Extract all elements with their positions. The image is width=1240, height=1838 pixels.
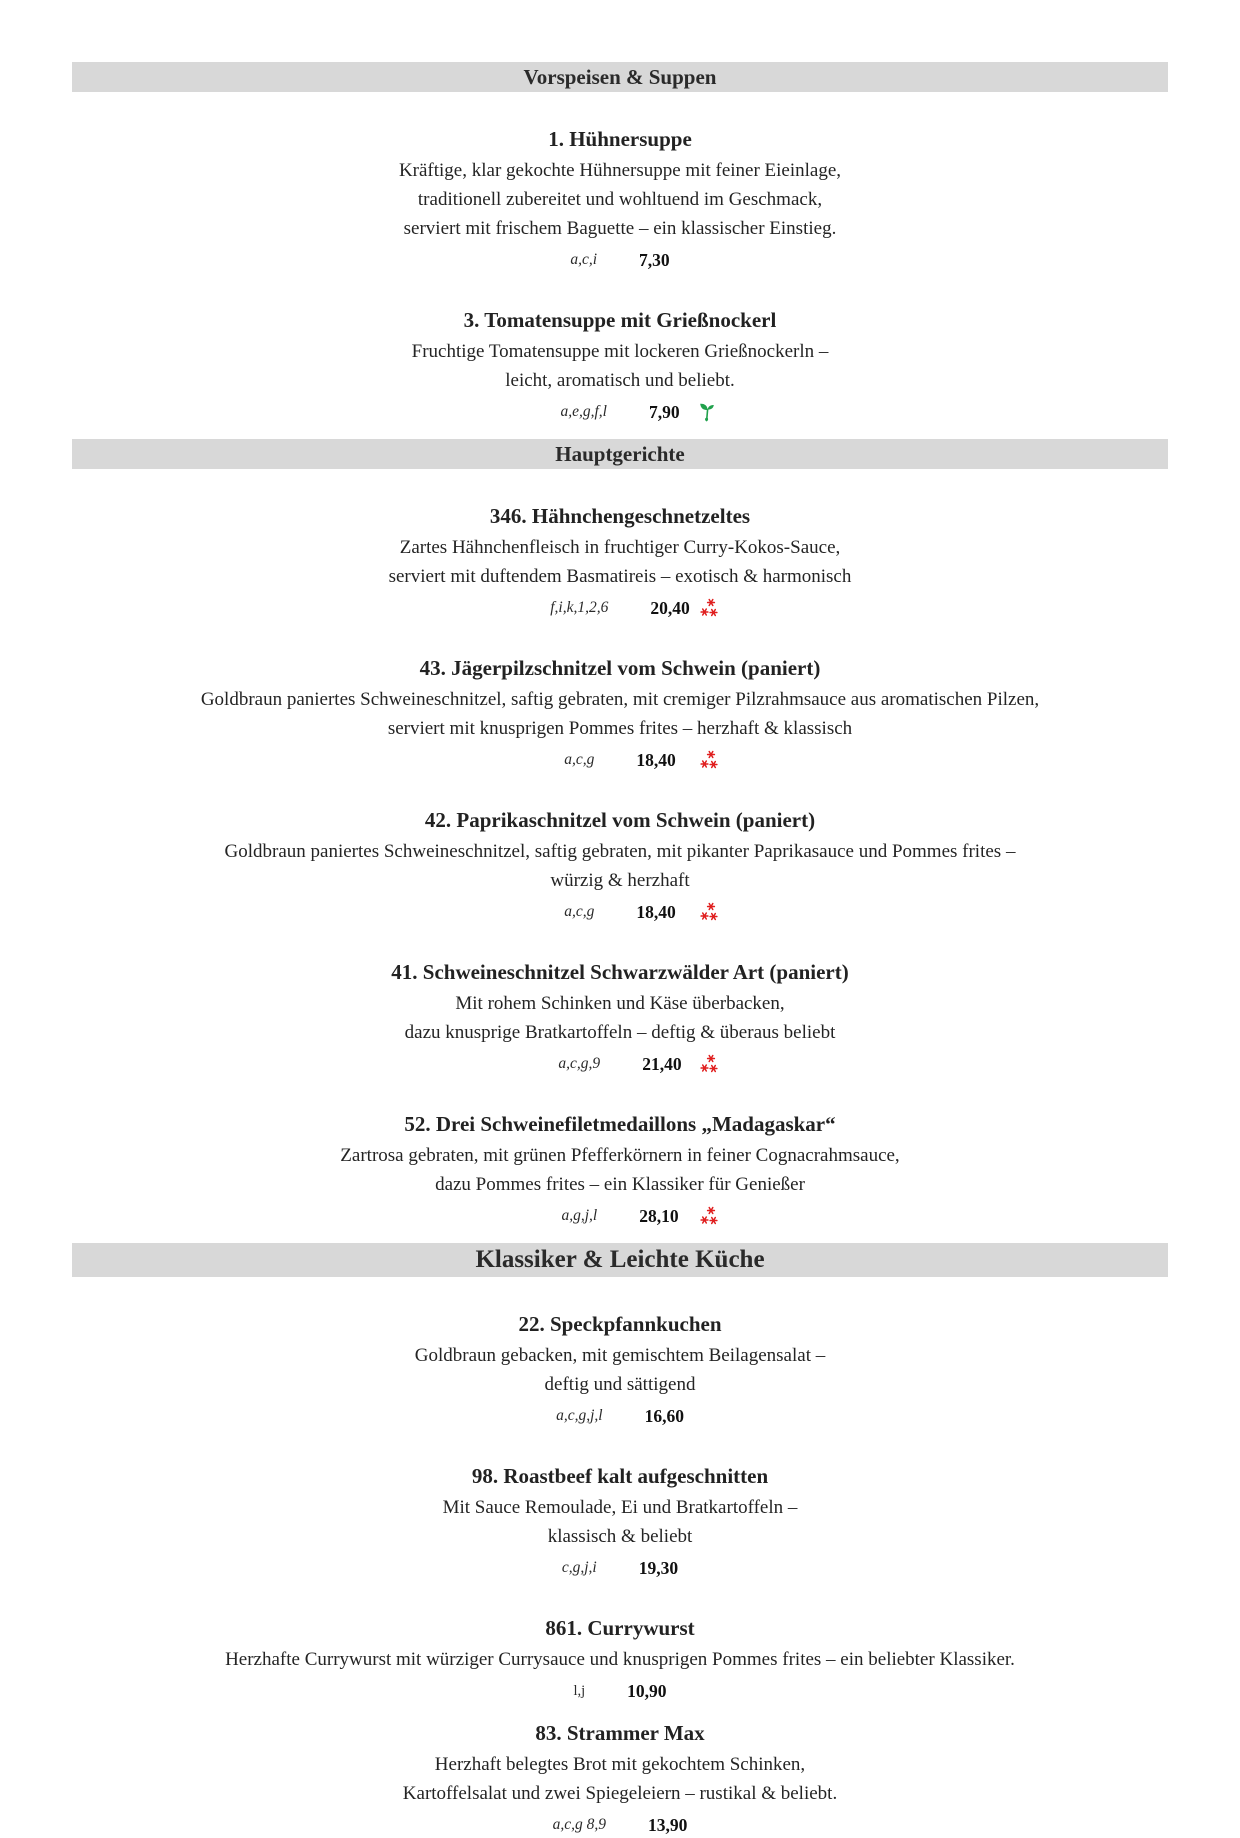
item-meta bbox=[72, 247, 1168, 273]
item-meta bbox=[72, 1203, 1168, 1229]
allergen-codes: c,g,j,i bbox=[561, 1559, 597, 1576]
desc-line: Goldbraun paniertes Schweineschnitzel, saftig gebraten, mit cremiger Pilzrahmsauce aus aromatischen Pilzen, bbox=[200, 689, 1040, 710]
item-title: 43. Jägerpilzschnitzel vom Schwein (paniert) bbox=[419, 656, 821, 680]
desc-line: würzig & herzhaft bbox=[550, 870, 690, 891]
desc-line: deftig und sättigend bbox=[544, 1374, 696, 1395]
desc-line: leicht, aromatisch und beliebt. bbox=[505, 370, 735, 391]
allergen-codes: a,e,g,f,l bbox=[560, 403, 607, 420]
item-meta bbox=[72, 1403, 1168, 1429]
item-description bbox=[72, 1493, 1168, 1551]
item-description bbox=[72, 533, 1168, 591]
allergen-codes: a,g,j,l bbox=[561, 1207, 598, 1224]
menu-item bbox=[72, 1720, 1168, 1838]
item-description bbox=[72, 989, 1168, 1047]
item-title: 52. Drei Schweinefiletmedaillons „Madagaskar“ bbox=[404, 1112, 836, 1136]
section-vorspeisen-suppen bbox=[72, 62, 1168, 425]
item-title: 22. Speckpfannkuchen bbox=[518, 1312, 722, 1336]
price: 16,60 bbox=[644, 1405, 684, 1426]
price: 18,40 bbox=[636, 749, 676, 770]
item-description bbox=[72, 1341, 1168, 1399]
allergen-codes: a,c,i bbox=[570, 251, 598, 268]
allergen-codes: l,j bbox=[573, 1682, 586, 1699]
desc-line: serviert mit frischem Baguette – ein klassischer Einstieg. bbox=[403, 218, 837, 239]
item-meta bbox=[72, 1678, 1168, 1704]
spicy-icon bbox=[698, 597, 720, 619]
menu-item bbox=[72, 1463, 1168, 1581]
allergen-codes: f,i,k,1,2,6 bbox=[550, 599, 609, 616]
desc-line: Zartes Hähnchenfleisch in fruchtiger Curry-Kokos-Sauce, bbox=[399, 537, 841, 558]
allergen-codes: a,c,g bbox=[564, 903, 595, 920]
section-hauptgerichte bbox=[72, 439, 1168, 1229]
allergen-codes: a,c,g 8,9 bbox=[552, 1816, 606, 1833]
allergen-codes: a,c,g,9 bbox=[558, 1055, 601, 1072]
desc-line: Goldbraun paniertes Schweineschnitzel, saftig gebraten, mit pikanter Paprikasauce und Pommes frites – bbox=[224, 841, 1016, 862]
price: 19,30 bbox=[638, 1557, 679, 1578]
spicy-icon bbox=[698, 901, 720, 923]
item-title: 3. Tomatensuppe mit Grießnockerl bbox=[463, 308, 777, 332]
desc-line: Mit rohem Schinken und Käse überbacken, bbox=[455, 993, 785, 1014]
price: 7,30 bbox=[639, 249, 670, 270]
menu-item bbox=[72, 503, 1168, 621]
price: 7,90 bbox=[648, 401, 680, 422]
item-title: 346. Hähnchengeschnetzeltes bbox=[489, 504, 751, 528]
item-meta bbox=[72, 747, 1168, 773]
price: 18,40 bbox=[636, 901, 676, 922]
price: 28,10 bbox=[639, 1205, 679, 1226]
item-meta bbox=[72, 399, 1168, 425]
item-meta bbox=[72, 1051, 1168, 1077]
item-description bbox=[72, 1141, 1168, 1199]
item-title: 42. Paprikaschnitzel vom Schwein (paniert) bbox=[424, 808, 816, 832]
section-header: Hauptgerichte bbox=[72, 439, 1168, 469]
desc-line: Mit Sauce Remoulade, Ei und Bratkartoffeln – bbox=[442, 1497, 798, 1518]
item-title: 41. Schweineschnitzel Schwarzwälder Art (paniert) bbox=[391, 960, 849, 984]
item-description bbox=[72, 337, 1168, 395]
item-title: 83. Strammer Max bbox=[535, 1721, 705, 1745]
menu-item bbox=[72, 807, 1168, 925]
menu-item bbox=[72, 1311, 1168, 1429]
item-description bbox=[72, 685, 1168, 743]
desc-line: dazu Pommes frites – ein Klassiker für Genießer bbox=[435, 1174, 805, 1195]
desc-line: traditionell zubereitet und wohltuend im Geschmack, bbox=[417, 189, 823, 210]
menu-item bbox=[72, 1615, 1168, 1704]
item-meta bbox=[72, 1812, 1168, 1838]
allergen-codes: a,c,g bbox=[564, 751, 595, 768]
desc-line: Kräftige, klar gekochte Hühnersuppe mit feiner Eieinlage, bbox=[398, 160, 842, 181]
allergen-codes: a,c,g,j,l bbox=[556, 1407, 603, 1424]
price: 10,90 bbox=[627, 1680, 667, 1701]
price: 20,40 bbox=[650, 597, 690, 618]
item-description bbox=[72, 837, 1168, 895]
vegetarian-icon bbox=[698, 401, 716, 423]
menu-item bbox=[72, 1111, 1168, 1229]
desc-line: Herzhafte Currywurst mit würziger Currysauce und knusprigen Pommes frites – ein beliebter Klassiker. bbox=[225, 1649, 1015, 1670]
item-title: 861. Currywurst bbox=[545, 1616, 695, 1640]
section-header: Klassiker & Leichte Küche bbox=[72, 1243, 1168, 1277]
spicy-icon bbox=[698, 749, 720, 771]
desc-line: Zartrosa gebraten, mit grünen Pfefferkörnern in feiner Cognacrahmsauce, bbox=[340, 1145, 900, 1166]
item-meta bbox=[72, 1555, 1168, 1581]
desc-line: Goldbraun gebacken, mit gemischtem Beilagensalat – bbox=[414, 1345, 826, 1366]
desc-line: serviert mit duftendem Basmatireis – exotisch & harmonisch bbox=[388, 566, 852, 587]
spicy-icon bbox=[698, 1205, 720, 1227]
desc-line: Fruchtige Tomatensuppe mit lockeren Grießnockerln – bbox=[411, 341, 829, 362]
menu-item bbox=[72, 126, 1168, 273]
item-title: 98. Roastbeef kalt aufgeschnitten bbox=[471, 1464, 769, 1488]
desc-line: dazu knusprige Bratkartoffeln – deftig & überaus beliebt bbox=[404, 1022, 836, 1043]
section-klassiker-leichte-kueche bbox=[72, 1243, 1168, 1838]
desc-line: Herzhaft belegtes Brot mit gekochtem Schinken, bbox=[434, 1754, 806, 1775]
spicy-icon bbox=[698, 1053, 720, 1075]
item-title: 1. Hühnersuppe bbox=[548, 127, 692, 151]
menu-item bbox=[72, 959, 1168, 1077]
item-description bbox=[72, 1750, 1168, 1808]
price: 21,40 bbox=[642, 1053, 682, 1074]
desc-line: Kartoffelsalat und zwei Spiegeleiern – rustikal & beliebt. bbox=[402, 1783, 838, 1804]
section-header: Vorspeisen & Suppen bbox=[72, 62, 1168, 92]
menu-item bbox=[72, 655, 1168, 773]
price: 13,90 bbox=[648, 1814, 688, 1835]
item-description bbox=[72, 156, 1168, 243]
item-description bbox=[72, 1645, 1168, 1674]
menu-item bbox=[72, 307, 1168, 425]
desc-line: klassisch & beliebt bbox=[547, 1526, 693, 1547]
item-meta bbox=[72, 595, 1168, 621]
item-meta bbox=[72, 899, 1168, 925]
desc-line: serviert mit knusprigen Pommes frites – herzhaft & klassisch bbox=[387, 718, 853, 739]
